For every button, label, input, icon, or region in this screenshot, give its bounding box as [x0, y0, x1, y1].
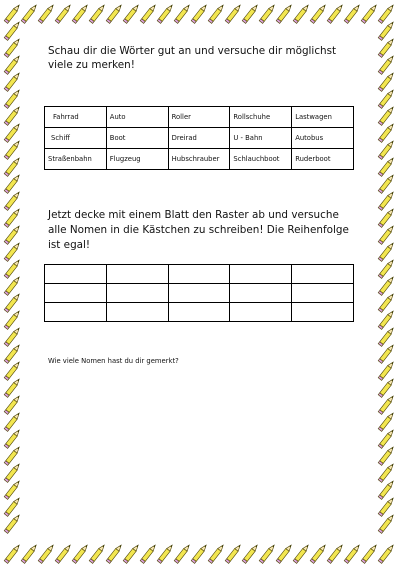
table-row — [45, 284, 354, 303]
pencil-icon — [378, 309, 395, 329]
pencil-icon — [378, 173, 395, 193]
table-row — [45, 107, 354, 128]
pencil-icon — [89, 543, 106, 563]
pencil-icon — [378, 156, 395, 176]
pencil-icon — [4, 275, 21, 295]
pencil-icon — [4, 462, 21, 482]
pencil-icon — [378, 428, 395, 448]
pencil-icon — [378, 275, 395, 295]
word-cell: Boot — [106, 128, 168, 149]
pencil-icon — [4, 88, 21, 108]
pencil-icon — [106, 543, 123, 563]
pencil-icon — [378, 479, 395, 499]
table-row — [45, 265, 354, 284]
pencil-icon — [4, 37, 21, 57]
pencil-icon — [72, 543, 89, 563]
pencil-icon — [4, 190, 21, 210]
pencil-icon — [378, 37, 395, 57]
pencil-icon — [4, 326, 21, 346]
pencil-icon — [191, 3, 208, 23]
pencil-icon — [4, 241, 21, 261]
pencil-icon — [55, 3, 72, 23]
pencil-icon — [21, 543, 38, 563]
pencil-icon — [38, 3, 55, 23]
pencil-icon — [4, 20, 21, 40]
pencil-icon — [378, 3, 395, 23]
answer-cell[interactable] — [292, 265, 354, 284]
pencil-icon — [378, 360, 395, 380]
pencil-icon — [4, 513, 21, 533]
pencil-icon — [378, 513, 395, 533]
pencil-icon — [361, 3, 378, 23]
table-row — [45, 128, 354, 149]
pencil-icon — [4, 496, 21, 516]
pencil-icon — [4, 156, 21, 176]
word-cell: Ruderboot — [292, 149, 354, 170]
answer-cell[interactable] — [106, 265, 168, 284]
pencil-icon — [242, 3, 259, 23]
answer-cell[interactable] — [168, 284, 230, 303]
pencil-icon — [55, 543, 72, 563]
pencil-icon — [378, 207, 395, 227]
pencil-icon — [327, 3, 344, 23]
pencil-icon — [174, 3, 191, 23]
question-text: Wie viele Nomen hast du dir gemerkt? — [48, 357, 179, 365]
pencil-icon — [157, 3, 174, 23]
word-grid — [44, 106, 354, 170]
pencil-icon — [378, 20, 395, 40]
pencil-icon — [157, 543, 174, 563]
pencil-icon — [310, 3, 327, 23]
word-cell: Auto — [106, 107, 168, 128]
pencil-icon — [140, 543, 157, 563]
pencil-icon — [4, 543, 21, 563]
pencil-icon — [4, 173, 21, 193]
word-cell: Roller — [168, 107, 230, 128]
word-cell: Flugzeug — [106, 149, 168, 170]
answer-cell[interactable] — [45, 303, 107, 322]
table-row — [45, 149, 354, 170]
pencil-icon — [378, 105, 395, 125]
pencil-icon — [378, 258, 395, 278]
pencil-icon — [344, 543, 361, 563]
answer-grid — [44, 264, 354, 322]
pencil-icon — [225, 3, 242, 23]
pencil-icon — [4, 411, 21, 431]
pencil-icon — [242, 543, 259, 563]
pencil-icon — [4, 360, 21, 380]
answer-cell[interactable] — [292, 303, 354, 322]
table-row — [45, 303, 354, 322]
answer-cell[interactable] — [168, 265, 230, 284]
answer-cell[interactable] — [45, 265, 107, 284]
pencil-icon — [378, 54, 395, 74]
pencil-icon — [4, 139, 21, 159]
pencil-icon — [4, 394, 21, 414]
pencil-icon — [4, 105, 21, 125]
pencil-icon — [4, 3, 21, 23]
pencil-icon — [4, 377, 21, 397]
word-cell: Dreirad — [168, 128, 230, 149]
pencil-icon — [378, 326, 395, 346]
pencil-icon — [378, 88, 395, 108]
word-cell: Autobus — [292, 128, 354, 149]
answer-cell[interactable] — [106, 284, 168, 303]
pencil-icon — [4, 54, 21, 74]
pencil-icon — [4, 292, 21, 312]
answer-cell[interactable] — [106, 303, 168, 322]
answer-cell[interactable] — [230, 303, 292, 322]
pencil-icon — [38, 543, 55, 563]
answer-cell[interactable] — [230, 265, 292, 284]
pencil-icon — [4, 258, 21, 278]
pencil-icon — [72, 3, 89, 23]
pencil-icon — [378, 543, 395, 563]
pencil-icon — [123, 3, 140, 23]
answer-cell[interactable] — [45, 284, 107, 303]
pencil-icon — [378, 394, 395, 414]
word-cell: Schlauchboot — [230, 149, 292, 170]
pencil-icon — [21, 3, 38, 23]
pencil-icon — [4, 207, 21, 227]
pencil-icon — [378, 445, 395, 465]
pencil-icon — [344, 3, 361, 23]
pencil-icon — [361, 543, 378, 563]
pencil-icon — [174, 543, 191, 563]
word-cell: Rollschuhe — [230, 107, 292, 128]
word-cell: Hubschrauber — [168, 149, 230, 170]
word-cell: Fahrrad — [45, 107, 107, 128]
pencil-icon — [89, 3, 106, 23]
pencil-icon — [259, 543, 276, 563]
pencil-icon — [378, 241, 395, 261]
pencil-icon — [208, 3, 225, 23]
pencil-icon — [293, 3, 310, 23]
pencil-icon — [293, 543, 310, 563]
pencil-icon — [276, 543, 293, 563]
pencil-icon — [378, 411, 395, 431]
pencil-icon — [378, 377, 395, 397]
pencil-icon — [378, 71, 395, 91]
pencil-icon — [378, 462, 395, 482]
pencil-icon — [4, 224, 21, 244]
pencil-icon — [4, 122, 21, 142]
pencil-icon — [378, 139, 395, 159]
word-cell: Schiff — [45, 128, 107, 149]
word-cell: Lastwagen — [292, 107, 354, 128]
pencil-icon — [225, 543, 242, 563]
word-cell: Straßenbahn — [45, 149, 107, 170]
pencil-icon — [378, 343, 395, 363]
pencil-icon — [4, 343, 21, 363]
pencil-icon — [4, 428, 21, 448]
pencil-icon — [191, 543, 208, 563]
pencil-icon — [4, 479, 21, 499]
task-instruction: Jetzt decke mit einem Blatt den Raster ab und versuche alle Nomen in die Kästchen zu schreiben! Die Reihenfolge ist egal! — [48, 209, 349, 251]
pencil-icon — [327, 543, 344, 563]
answer-cell[interactable] — [230, 284, 292, 303]
pencil-icon — [4, 71, 21, 91]
pencil-icon — [106, 3, 123, 23]
pencil-icon — [4, 309, 21, 329]
word-cell: U - Bahn — [230, 128, 292, 149]
pencil-icon — [208, 543, 225, 563]
intro-instruction: Schau dir die Wörter gut an und versuche dir möglichst viele zu merken! — [48, 45, 337, 71]
pencil-icon — [310, 543, 327, 563]
answer-cell[interactable] — [168, 303, 230, 322]
pencil-icon — [259, 3, 276, 23]
pencil-icon — [276, 3, 293, 23]
answer-cell[interactable] — [292, 284, 354, 303]
pencil-icon — [378, 224, 395, 244]
pencil-icon — [123, 543, 140, 563]
pencil-icon — [378, 292, 395, 312]
pencil-icon — [378, 190, 395, 210]
pencil-icon — [4, 445, 21, 465]
pencil-icon — [140, 3, 157, 23]
pencil-icon — [378, 496, 395, 516]
pencil-icon — [378, 122, 395, 142]
